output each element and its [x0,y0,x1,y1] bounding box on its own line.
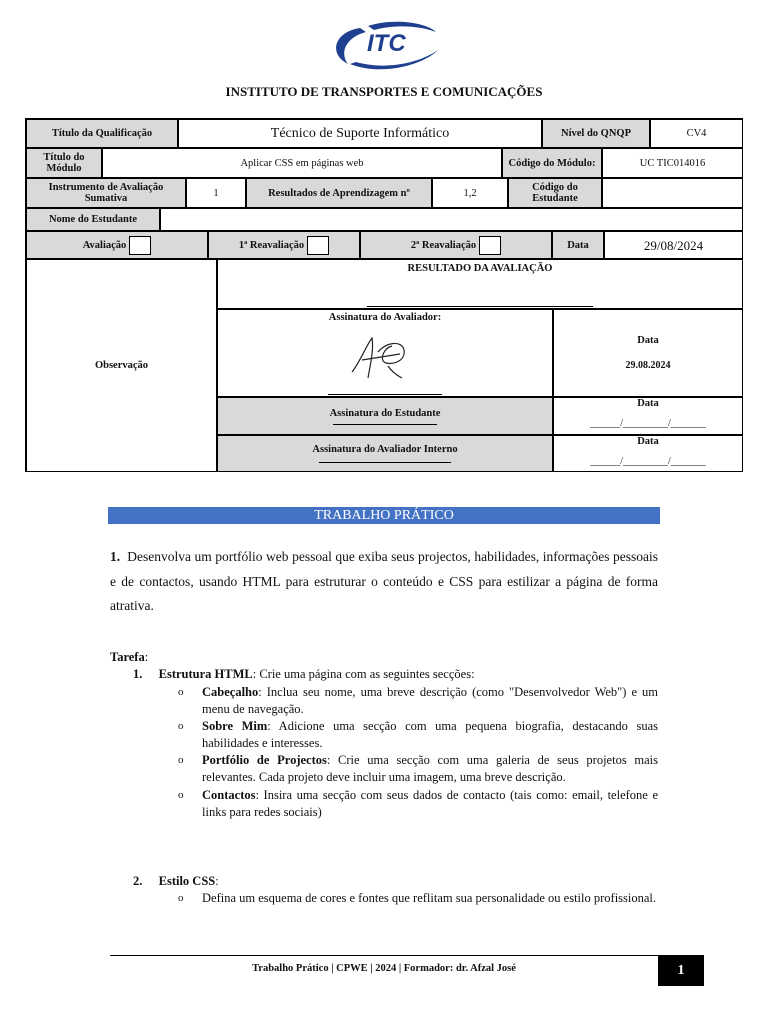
sub-2-title: Sobre Mim [202,719,268,733]
reavaliacao2-label: 2ª Reavaliação [410,239,477,251]
logo-text: ITC [367,30,406,57]
assinatura-estudante-label: Assinatura do Estudante [329,407,441,419]
instrumento-value: 1 [186,178,246,208]
itc-logo [330,20,442,72]
data-label: Data [552,231,604,259]
codigo-modulo-value: UC TIC014016 [602,148,743,178]
evaluation-form [25,118,743,472]
item-2-number: 2. [133,874,143,888]
nome-estudante-field[interactable] [160,208,743,231]
assinatura-data-value: 29.08.2024 [625,360,671,371]
item-2-title: Estilo CSS [158,874,216,888]
sub-3-bullet: o [178,754,184,766]
codigo-estudante-field[interactable] [602,178,743,208]
assinatura-avaliador-label: Assinatura do Avaliador: [328,312,442,323]
signature-icon [344,332,414,384]
data-value: 29/08/2024 [604,231,743,259]
sub-4 [202,787,658,821]
item-1-text: : Crie uma página com as seguintes secções: [252,667,475,681]
institute-name: INSTITUTO DE TRANSPORTES E COMUNICAÇÕES [225,84,543,99]
sub-3-text: : Crie uma secção com uma galeria de seus projetos mais relevantes. Cada projeto deve incluir uma imagem, uma breve descrição. [202,753,659,784]
sub-5 [202,890,658,907]
resultado-line [367,306,593,307]
resultado-cell [217,259,743,309]
tarefa-colon: : [144,650,149,664]
page-number: 1 [658,955,704,986]
sub-1 [202,684,658,718]
sub-5-text: Defina um esquema de cores e fontes que reflitam sua personalidade ou estilo profissional. [202,891,657,905]
footer-text: Trabalho Prático | CPWE | 2024 | Formador: dr. Afzal José [252,963,516,974]
assinatura-interno-line [319,462,451,463]
avaliacao-label: Avaliação [82,239,127,251]
sub-3-title: Portfólio de Projectos [202,753,327,767]
assinatura-avaliador-line [328,394,442,395]
item-2 [133,873,219,890]
sub-2-text: : Adicione uma secção com uma pequena biografia, destacando suas habilidades e interesses. [202,719,658,750]
assinatura-estudante-cell [217,397,553,435]
item-1-number: 1. [133,667,143,681]
reavaliacao1-checkbox[interactable] [307,236,329,255]
assinatura-estudante-data-blank[interactable]: ______/_________/_______ [590,418,706,429]
question-1-number: 1. [110,549,121,564]
trabalho-banner: TRABALHO PRÁTICO [108,507,660,524]
question-1-text: Desenvolva um portfólio web pessoal que exiba seus projectos, habilidades, informações pessoais e de contactos, usando HTML para estruturar o conteúdo e CSS para estilizar a página de forma atrativa. [110,549,658,613]
titulo-modulo-label: Título do Módulo [26,148,102,178]
sub-4-title: Contactos [202,788,256,802]
nivel-qnqp-value: CV4 [650,119,743,148]
tarefa-heading [110,649,148,666]
sub-3 [202,752,658,786]
nivel-qnqp-label: Nível do QNQP [542,119,650,148]
titulo-modulo-value: Aplicar CSS em páginas web [102,148,502,178]
sub-4-bullet: o [178,789,184,801]
assinatura-interno-data-blank[interactable]: ______/_________/_______ [590,456,706,467]
nome-estudante-label: Nome do Estudante [26,208,160,231]
item-2-text: : [215,874,219,888]
codigo-estudante-label: Código do Estudante [508,178,602,208]
reavaliacao1-cell [208,231,360,259]
question-1 [110,545,658,619]
tarefa-label: Tarefa [110,650,145,664]
assinatura-interno-label: Assinatura do Avaliador Interno [312,444,458,455]
assinatura-estudante-data-label: Data [637,398,659,409]
titulo-qualificacao-value: Técnico de Suporte Informático [178,119,542,148]
sub-5-bullet: o [178,892,184,904]
avaliacao-checkbox[interactable] [129,236,151,255]
resultados-value: 1,2 [432,178,508,208]
sub-2 [202,718,658,752]
item-1 [133,666,475,683]
assinatura-data-cell [553,309,743,397]
codigo-modulo-label: Código do Módulo: [502,148,602,178]
sub-1-title: Cabeçalho [202,685,259,699]
item-1-title: Estrutura HTML [158,667,253,681]
footer-divider [110,955,658,956]
assinatura-estudante-line [333,424,437,425]
observacao-label: Observação [26,259,217,472]
sub-1-text: : Inclua seu nome, uma breve descrição (como "Desenvolvedor Web") e um menu de navegação. [202,685,658,716]
sub-1-bullet: o [178,686,184,698]
resultado-label: RESULTADO DA AVALIAÇÃO [407,263,553,274]
sub-4-text: : Insira uma secção com seus dados de contacto (tais como: email, telefone e links para redes sociais) [202,788,658,819]
reavaliacao2-checkbox[interactable] [479,236,501,255]
instrumento-label: Instrumento de Avaliação Sumativa [26,178,186,208]
assinatura-interno-data-label: Data [637,436,659,447]
assinatura-data-label: Data [637,335,659,346]
titulo-qualificacao-label: Título da Qualificação [26,119,178,148]
assinatura-interno-cell [217,435,553,472]
sub-2-bullet: o [178,720,184,732]
assinatura-estudante-data-cell [553,397,743,435]
avaliacao-cell [26,231,208,259]
reavaliacao2-cell [360,231,552,259]
assinatura-avaliador-cell [217,309,553,397]
assinatura-interno-data-cell [553,435,743,472]
resultados-label: Resultados de Aprendizagem nº [246,178,432,208]
reavaliacao1-label: 1ª Reavaliação [238,239,305,251]
